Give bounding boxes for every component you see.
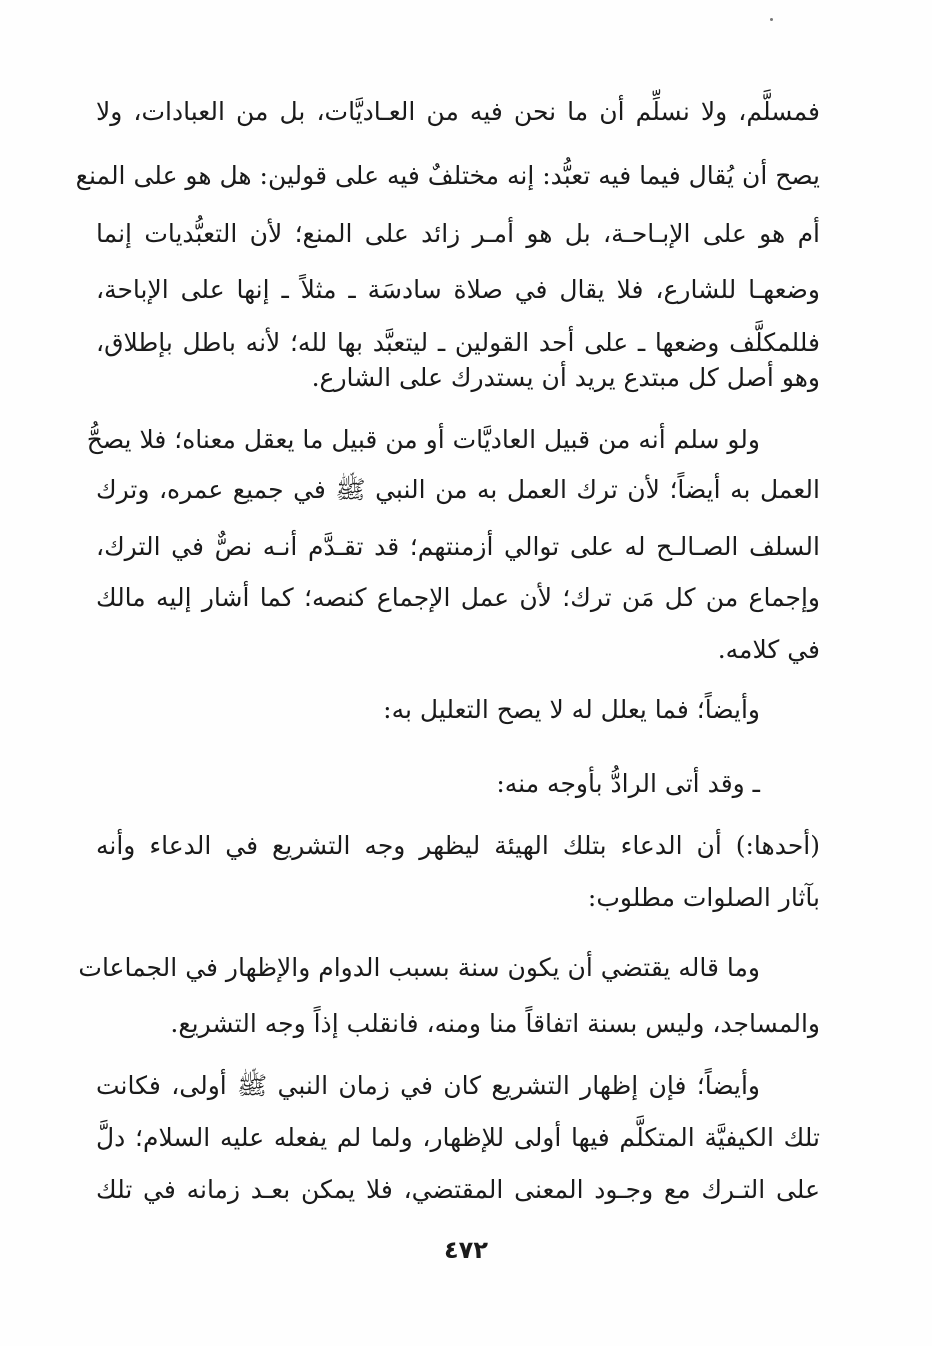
paragraph-first-line: وما قاله يقتضي أن يكون سنة بسبب الدوام والإظهار في الجماعات: [78, 953, 760, 982]
text-line: على التـرك مع وجـود المعنى المقتضي، فلا يمكن بعـد زمانه في تلك: [96, 1175, 820, 1204]
text-line: وإجماع من كل مَن ترك؛ لأن عمل الإجماع كنصه؛ كما أشار إليه مالك: [96, 583, 820, 612]
text-line: يصح أن يُقال فيما فيه تعبُّد: إنه مختلفٌ فيه على قولين: هل هو على المنع: [75, 161, 820, 190]
page-number: ٤٧٢: [444, 1236, 488, 1264]
scan-speck: [770, 18, 773, 21]
text-line: تلك الكيفيَّة المتكلَّم فيها أولى للإظهار، ولما لم يفعله عليه السلام؛ دلَّ: [96, 1123, 820, 1152]
text-line: (أحدها:) أن الدعاء بتلك الهيئة ليظهر وجه التشريع في الدعاء وأنه: [96, 831, 820, 860]
paragraph-first-line: وأيضاً؛ فإن إظهار التشريع كان في زمان النبي ﷺ أولى، فكانت: [96, 1071, 760, 1100]
text-line: العمل به أيضاً؛ لأن ترك العمل به من النبي ﷺ في جميع عمره، وترك: [96, 475, 820, 504]
paragraph-first-line: ولو سلم أنه من قبيل العاديَّات أو من قبيل ما يعقل معناه؛ فلا يصحُّ: [86, 425, 760, 454]
text-line: وضعهـا للشارع، فلا يقال في صلاة سادسَة ـ مثلاً ـ إنها على الإباحة،: [96, 275, 820, 304]
text-line: والمساجد، وليس بسنة اتفاقاً منا ومنه، فانقلب إذاً وجه التشريع.: [170, 1009, 820, 1038]
text-line: في كلامه.: [717, 635, 820, 664]
paragraph-first-line: ـ وقد أتى الرادُّ بأوجه منه:: [496, 769, 760, 798]
text-line: بآثار الصلوات مطلوب:: [587, 883, 820, 912]
paragraph-first-line: وأيضاً؛ فما يعلل له لا يصح التعليل به:: [383, 695, 760, 724]
text-line: فمسلَّم، ولا نسلِّم أن ما نحن فيه من العـاديَّات، بل من العبادات، ولا: [96, 97, 820, 126]
text-line: أم هو على الإبـاحـة، بل هو أمـر زائد على المنع؛ لأن التعبُّديات إنما: [96, 219, 820, 248]
text-line: وهو أصل كل مبتدع يريد أن يستدرك على الشارع.: [311, 363, 820, 392]
text-line: السلف الصـالـح له على توالي أزمنتهم؛ قد تقـدَّم أنـه نصٌّ في الترك،: [96, 532, 820, 561]
text-line: فللمكلَّف وضعها ـ على أحد القولين ـ ليتعبَّد بها لله؛ لأنه باطل بإطلاق،: [96, 328, 820, 357]
